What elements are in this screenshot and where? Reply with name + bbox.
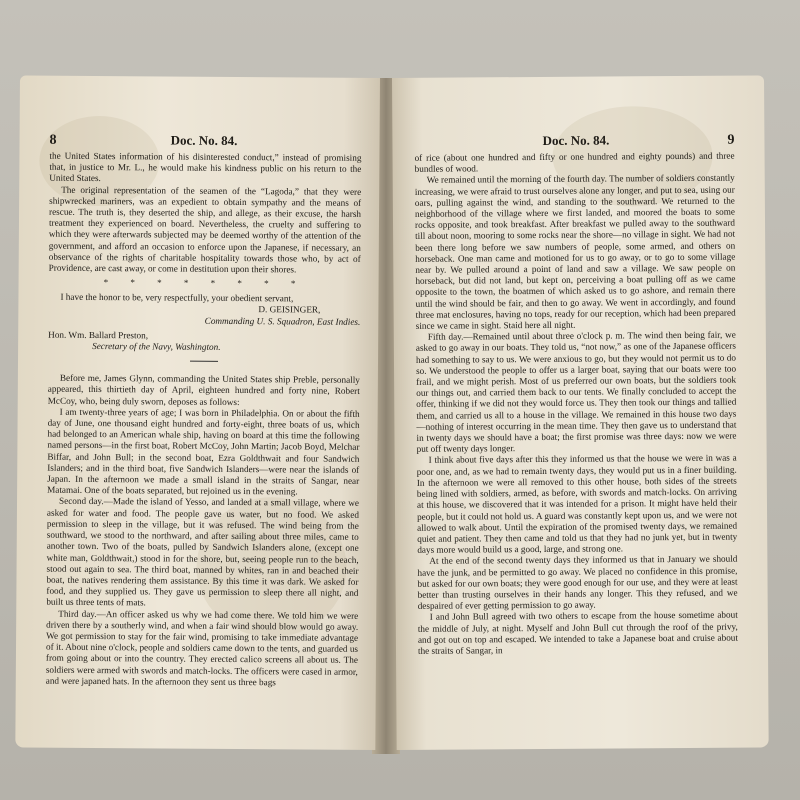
paragraph: Third day.—An officer asked us why we had come there. We told him we were driven there by a southerly wind, and when a fair wind should blow would go away. We got permission to stay for the fair wind, promising to take immediate advantage of it. About nine o'clock, people and soldiers came down to the tents, and guarded us from going about or into the country. They erected calico screens all about us. The soldiers were armed with swords and match-locks. The officers were cased in armor, and were japaned hats. In the afternoon they sent us three bags <box>45 608 359 688</box>
paragraph: I think about five days after this they informed us that the house we were in was a poor one, and, as we had to remain twenty days, they would put us in a finer building. In the afternoon we were all removed to this other house, both sides of the streets being lined with soldiers, armed, as before, with swords and match-locks. On arriving at this house, we discovered that it was intended for a prison. It might have held their people, but it could not hold us. A guard was constantly kept upon us, and we were not allowed to walk about. Until the expiration of the promised twenty days, we remained quiet and patient. They then came and told us that they had no junk yet, but in twenty days more would build us a good, large, and strong one. <box>416 453 738 555</box>
right-page <box>392 75 769 750</box>
addressee-title: Secretary of the Navy, Washington. <box>92 341 221 352</box>
addressee-name: Hon. Wm. Ballard Preston, <box>48 329 149 341</box>
left-page-header <box>49 132 361 151</box>
closing-text: I have the honor to be, very respectfully, your obedient servant, <box>60 292 294 304</box>
signer-title: Commanding U. S. Squadron, East Indies. <box>204 315 361 327</box>
signature-block <box>48 303 360 328</box>
paragraph: the United States information of his disinterested conduct,” instead of promising that, in justice to Mr. L., he would make his kindness public on his return to the United States. <box>49 150 362 184</box>
paragraph: I am twenty-three years of age; I was born in Philadelphia. On or about the fifth day of June, one thousand eight hundred and forty-eight, three boats of us, which had belonged to an American whale ship, having on board at this time the following named persons—in the first boat, Robert McCoy, John Martin; Jacob Boyd, Melchar Biffar, and John Bull; in the second boat, Ezra Goldthwait and four Sandwich Islanders; and in the third boat, five Sandwich Islanders—were near the islands of Japan. In the afternoon we made a small island in the straits of Sangar, near Matamai. One of the boats separated, but rejoined us in the evening. <box>47 406 360 497</box>
asterism: * * * * * * * * <box>103 277 306 289</box>
doc-header: Doc. No. 84. <box>542 132 610 148</box>
paragraph: of rice (about one hundred and fifty or one hundred and eighty pounds) and three bundles of wood. <box>414 150 735 175</box>
paragraph: The original representation of the seamen of the “Lagoda,” that they were shipwrecked mariners, was an expedient to obtain sympathy and the means of rescue. The truth is, they deserted the ship, and allege, as their excuse, the harsh treatment they experienced on board. Nevertheless, the cruelty and suffering to which they were afterwards subjected may be deemed worthy of the attention of the government, and afford an occasion to enforce upon the Japanese, if necessary, an observance of the rights of charitable hospitality towards those who, by act of Providence, are cast away, or come in destitution upon their shores. <box>48 184 362 275</box>
left-page-body <box>49 151 362 276</box>
page-number: 9 <box>727 132 735 148</box>
right-page-body <box>415 151 739 657</box>
page-number: 8 <box>49 132 57 148</box>
left-page <box>15 75 380 749</box>
paragraph: Fifth day.—Remained until about three o'clock p. m. The wind then being fair, we asked to go away in our boats. They told us, “not now,” as one of the Japanese officers had something to say to us. We were anxious to go, but they would not permit us to do so. We understood the people to offer us a larger boat, saying that our boats were too frail, and we might perish. Most of us preferred our own boats, but the soldiers took our things out, and carried them back to our tents. We finally concluded to accept the offer, thinking if we did not they would force us. They then took our things and tallied them, and carried us all to a house in the village. We remained in this house two days—nothing of interest occurring in the mean time. They then gave us to understand that in twenty days we should have a boat; the first promise was three days: now we were put off twenty days longer. <box>415 329 737 455</box>
signer-name: D. GEISINGER, <box>258 304 321 316</box>
paragraph: I and John Bull agreed with two others to escape from the house sometime about the middle of July, at night. Myself and John Bull cut through the roof of the privy, and got out on top and escaped. We intended to take a Japanese boat and cruise about the straits of Sangar, in <box>417 609 738 656</box>
deposition-body <box>46 373 360 689</box>
paragraph: We remained until the morning of the fourth day. The number of soldiers constantly increasing, we were afraid to trust ourselves alone any longer, and put to sea, using our oars, pulling against the wind, and standing to the southward. We returned to the neighborhood of the village where we first landed, and moored the boats to some rocks opposite, and took breakfast. After breakfast we pulled away to the southward till about noon, mooring to some rocks near the shore—no village in sight. We had not been there long before we saw numbers of people, some armed, and others on horseback. One man came and motioned for us to go away, or to go to some village near by. We pulled around a point of land and saw a village. We saw people on horseback, but did not land, but kept on, perceiving a boat pulling off as we came opposite to the town, the boatmen of which asked us to go ashore, and remain there until the wind should be fair, and then to go away. We went in accordingly, and found three mat enclosures, having no tops, ready for our reception, which had been prepared since we came in sight. Staid here all night. <box>414 173 736 331</box>
paragraph: Second day.—Made the island of Yesso, and landed at a small village, where we asked for water and food. The people gave us water, but no food. We asked permission to sleep in the village, but it was refused. The wind being from the southward, we stood to the northward, and after sailing about three miles, came to another town. Two of the boats, pulled by Sandwich Islanders alone, (except one white man, Goldthwait,) stood in for the shore, but, seeing people run to the beach, stood out again to sea. The third boat, manned by whites, ran in and beached their boat, the natives rendering them assistance. By this time it was dark. We asked for food, and they supplied us. They gave us permission to sleep there all night, and built us three tents of mats. <box>46 496 360 608</box>
section-rule <box>190 361 218 362</box>
paragraph: Before me, James Glynn, commanding the United States ship Preble, personally appeared, this thirtieth day of April, eighteen hundred and forty nine, Robert McCoy, who, being duly sworn, deposes as follows: <box>47 373 360 407</box>
open-book <box>20 78 772 758</box>
paragraph: At the end of the second twenty days they informed us that in January we should have the junk, and be permitted to go away. We placed no confidence in this promise, but asked for our own boats; they were good enough for our use, and they were at least better than trusting ourselves in their hands any longer. This they refused, and we despaired of ever getting permission to go away. <box>417 553 738 611</box>
addressee-block <box>48 330 360 355</box>
right-page-header <box>414 132 734 151</box>
doc-header: Doc. No. 84. <box>170 132 238 149</box>
